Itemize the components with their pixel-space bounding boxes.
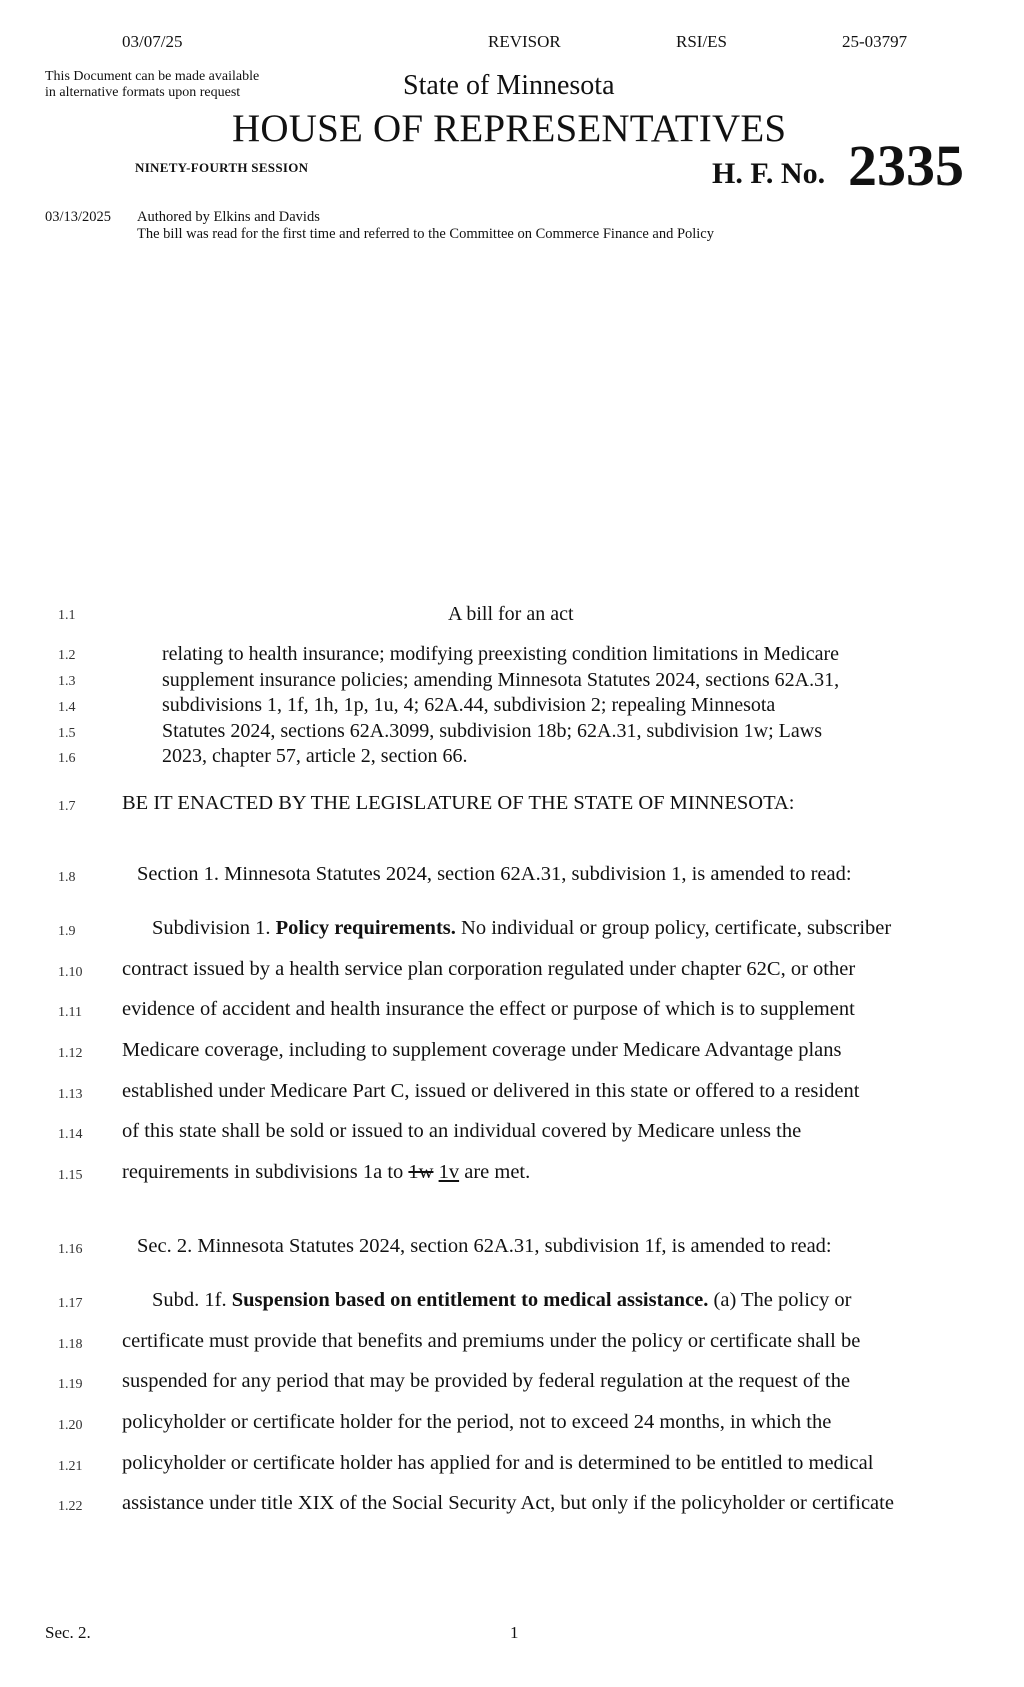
footer-page-number: 1 bbox=[510, 1623, 519, 1642]
availability-line-1: This Document can be made available bbox=[45, 69, 260, 84]
subdivision-prefix: Subd. 1f. bbox=[152, 1289, 232, 1311]
line-number: 1.18 bbox=[58, 1337, 83, 1352]
line-number: 1.2 bbox=[58, 648, 76, 663]
subdivision-heading: Policy requirements. bbox=[275, 917, 456, 939]
history-authored: Authored by Elkins and Davids bbox=[137, 209, 320, 225]
line-number: 1.12 bbox=[58, 1046, 83, 1061]
session-label: NINETY-FOURTH SESSION bbox=[135, 160, 309, 175]
body-text: are met. bbox=[459, 1161, 531, 1183]
body-text: No individual or group policy, certificate, subscriber bbox=[455, 917, 892, 939]
body-line: established under Medicare Part C, issued or delivered in this state or offered to a resident bbox=[122, 1080, 860, 1102]
line-number: 1.16 bbox=[58, 1242, 83, 1257]
history-referral: The bill was read for the first time and referred to the Committee on Commerce Finance and Policy bbox=[137, 226, 714, 242]
section-heading: Section 1. Minnesota Statutes 2024, section 62A.31, subdivision 1, is amended to read: bbox=[137, 863, 852, 885]
subdivision-heading: Suspension based on entitlement to medical assistance. bbox=[231, 1289, 709, 1311]
title-line: subdivisions 1, 1f, 1h, 1p, 1u, 4; 62A.44, subdivision 2; repealing Minnesota bbox=[162, 694, 776, 716]
body-line: evidence of accident and health insurance the effect or purpose of which is to supplement bbox=[122, 998, 855, 1020]
line-number: 1.9 bbox=[58, 924, 76, 939]
body-text: requirements in subdivisions 1a to bbox=[122, 1161, 409, 1183]
body-line: suspended for any period that may be provided by federal regulation at the request of the bbox=[122, 1370, 851, 1392]
header-doc-id: 25-03797 bbox=[842, 32, 908, 51]
body-line: policyholder or certificate holder for the period, not to exceed 24 months, in which the bbox=[122, 1411, 832, 1433]
line-number: 1.7 bbox=[58, 799, 76, 814]
line-number: 1.15 bbox=[58, 1168, 83, 1183]
line-number: 1.8 bbox=[58, 870, 76, 885]
footer-section: Sec. 2. bbox=[45, 1623, 91, 1642]
history-date: 03/13/2025 bbox=[45, 209, 112, 225]
availability-line-2: in alternative formats upon request bbox=[45, 85, 241, 100]
body-line: contract issued by a health service plan corporation regulated under chapter 62C, or other bbox=[122, 958, 856, 980]
title-line: supplement insurance policies; amending Minnesota Statutes 2024, sections 62A.31, bbox=[162, 669, 840, 691]
header-initials: RSI/ES bbox=[676, 32, 728, 51]
body-line bbox=[152, 917, 891, 940]
line-number: 1.5 bbox=[58, 726, 76, 741]
title-line: 2023, chapter 57, article 2, section 66. bbox=[162, 745, 468, 767]
hf-label: H. F. No. bbox=[712, 157, 826, 190]
line-number: 1.1 bbox=[58, 608, 76, 623]
body-line: assistance under title XIX of the Social Security Act, but only if the policyholder or certificate bbox=[122, 1492, 894, 1514]
house-title: HOUSE OF REPRESENTATIVES bbox=[232, 107, 787, 150]
stricken-text: 1w bbox=[408, 1161, 434, 1183]
line-number: 1.19 bbox=[58, 1377, 83, 1392]
enacting-clause: BE IT ENACTED BY THE LEGISLATURE OF THE STATE OF MINNESOTA: bbox=[122, 792, 795, 814]
title-line: relating to health insurance; modifying preexisting condition limitations in Medicare bbox=[162, 643, 840, 665]
line-number: 1.21 bbox=[58, 1459, 83, 1474]
body-line: Medicare coverage, including to supplement coverage under Medicare Advantage plans bbox=[122, 1039, 842, 1061]
header-date: 03/07/25 bbox=[122, 32, 183, 51]
state-title: State of Minnesota bbox=[403, 70, 615, 101]
line-number: 1.22 bbox=[58, 1499, 83, 1514]
line-number: 1.14 bbox=[58, 1127, 83, 1142]
line-number: 1.20 bbox=[58, 1418, 83, 1433]
line-number: 1.13 bbox=[58, 1087, 83, 1102]
bill-number: 2335 bbox=[848, 133, 964, 198]
body-line bbox=[122, 1161, 530, 1184]
body-text: (a) The policy or bbox=[708, 1289, 852, 1311]
line-number: 1.17 bbox=[58, 1296, 83, 1311]
line-number: 1.6 bbox=[58, 751, 76, 766]
line-number: 1.11 bbox=[58, 1005, 82, 1020]
body-line bbox=[152, 1289, 851, 1312]
subdivision-prefix: Subdivision 1. bbox=[152, 917, 276, 939]
availability-note bbox=[45, 69, 259, 101]
title-line: Statutes 2024, sections 62A.3099, subdivision 18b; 62A.31, subdivision 1w; Laws bbox=[162, 720, 822, 742]
inserted-text: 1v bbox=[438, 1161, 460, 1183]
header-revisor: REVISOR bbox=[488, 32, 561, 51]
body-line: of this state shall be sold or issued to an individual covered by Medicare unless the bbox=[122, 1120, 802, 1142]
line-number: 1.3 bbox=[58, 674, 76, 689]
bill-title: A bill for an act bbox=[448, 603, 574, 625]
section-heading: Sec. 2. Minnesota Statutes 2024, section 62A.31, subdivision 1f, is amended to read: bbox=[137, 1235, 832, 1257]
line-number: 1.4 bbox=[58, 700, 76, 715]
body-line: policyholder or certificate holder has applied for and is determined to be entitled to medical bbox=[122, 1452, 874, 1474]
body-line: certificate must provide that benefits and premiums under the policy or certificate shall be bbox=[122, 1330, 861, 1352]
line-number: 1.10 bbox=[58, 965, 83, 980]
